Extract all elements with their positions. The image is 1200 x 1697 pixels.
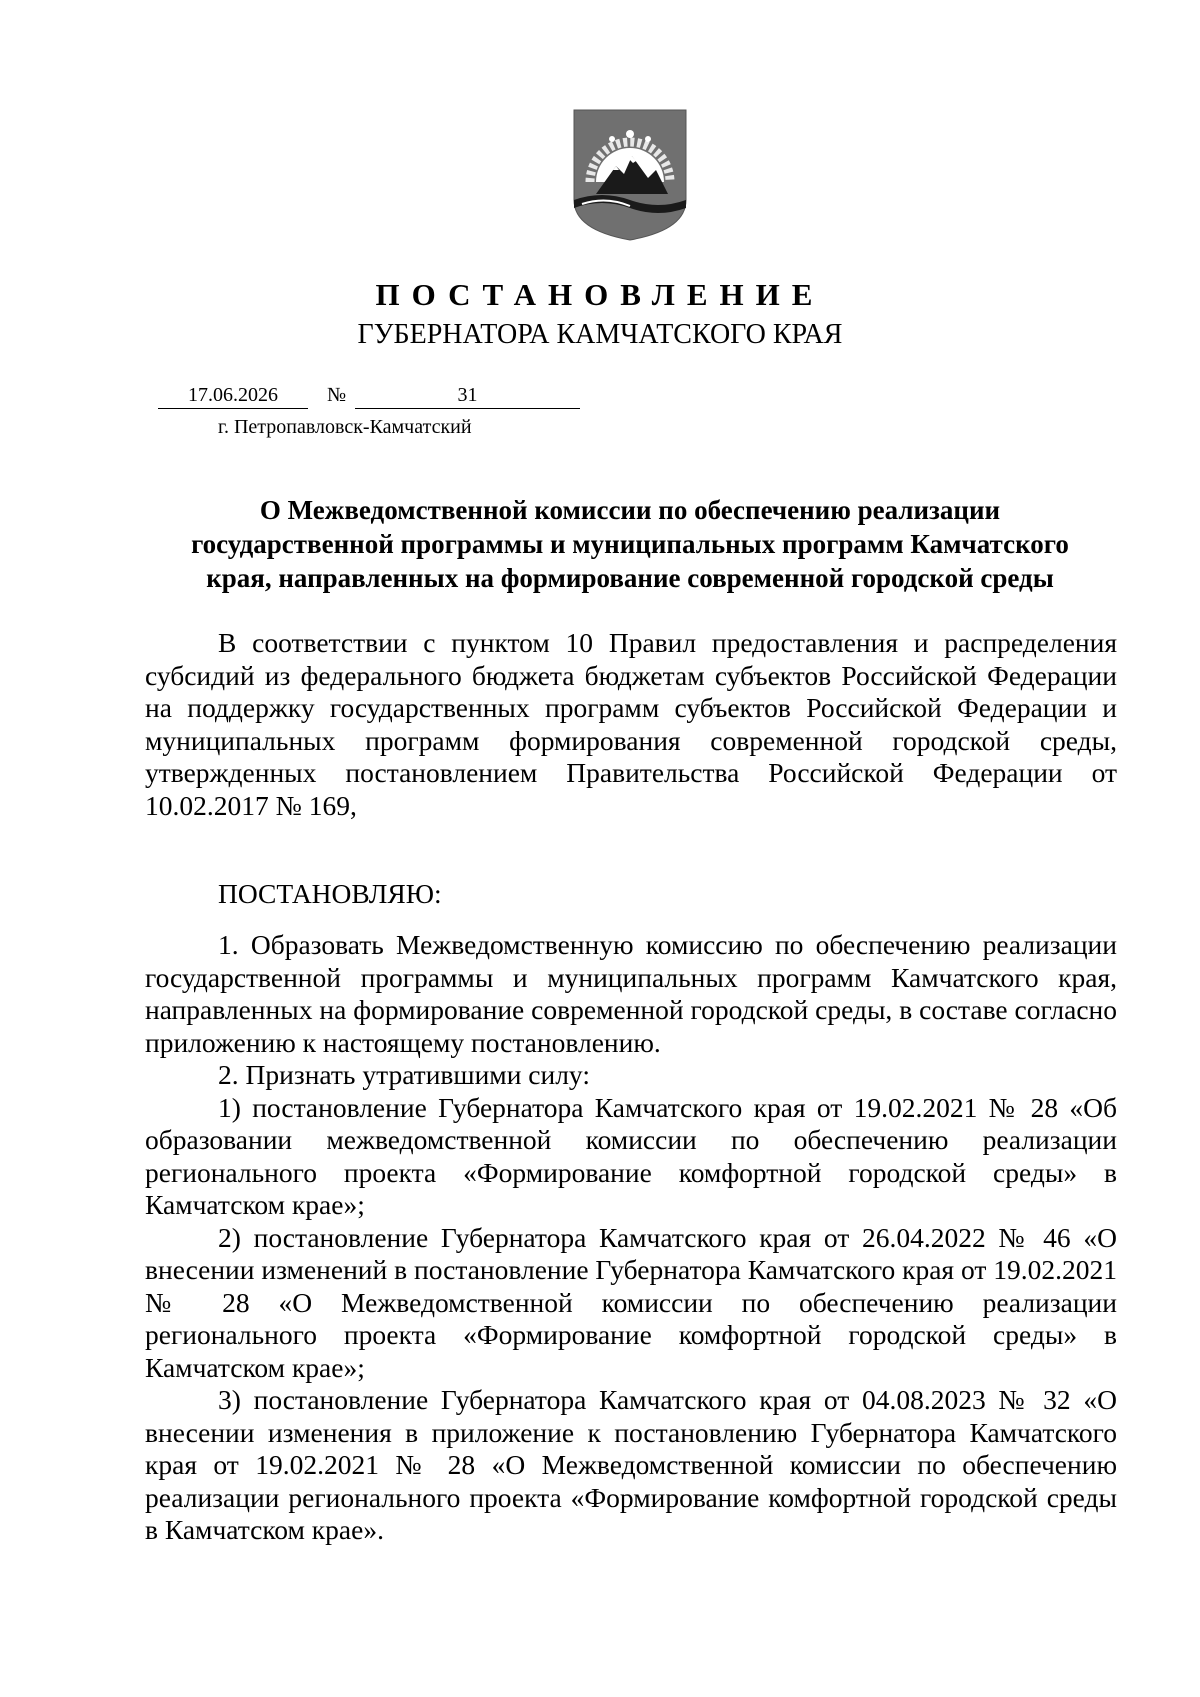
preamble — [145, 627, 1117, 822]
document-number: 31 — [355, 382, 580, 409]
title-line: государственной программы и муниципальных программ Камчатского — [191, 529, 1069, 559]
document-authority: ГУБЕРНАТОРА КАМЧАТСКОГО КРАЯ — [357, 319, 843, 350]
item-2-2: 2) постановление Губернатора Камчатского края от 26.04.2022 № 46 «О внесении изменений в постановление Губернатора Камчатского края от 19.02.2021 № 28 «О Межведомственной комиссии по обеспечению реализации регионального проекта «Формирование комфортной городской среды» в Камчатском крае»; — [145, 1221, 1117, 1383]
number-sign: № — [327, 384, 347, 406]
resolution-items — [145, 929, 1117, 1547]
kamchatka-emblem-icon — [572, 108, 688, 242]
document-type: ПОСТАНОВЛЕНИЕ — [375, 277, 825, 312]
item-2-1: 1) постановление Губернатора Камчатского края от 19.02.2021 № 28 «Об образовании межведомственной комиссии по обеспечению реализации регионального проекта «Формирование комфортной городской среды» в Камчатском крае»; — [145, 1091, 1117, 1220]
item-1: 1. Образовать Межведомственную комиссию по обеспечению реализации государственной программы и муниципальных программ Камчатского края, направленных на формирование современной городской среды, в составе согласно приложению к настоящему постановлению. — [145, 929, 1117, 1058]
resolve-heading: ПОСТАНОВЛЯЮ: — [218, 878, 442, 909]
document-date: 17.06.2026 — [158, 382, 308, 409]
item-2: 2. Признать утратившими силу: — [218, 1059, 590, 1090]
title-line: края, направленных на формирование современной городской среды — [206, 563, 1054, 593]
document-city: г. Петропавловск-Камчатский — [218, 416, 472, 438]
document-title — [150, 493, 1110, 595]
preamble-paragraph: В соответствии с пунктом 10 Правил предоставления и распределения субсидий из федерального бюджета бюджетам субъектов Российской Федерации на поддержку государственных программ субъектов Российской Федерации и муниципальных программ формирования современной городской среды, утвержденных постановлением Правительства Российской Федерации от 10.02.2017 № 169, — [145, 627, 1117, 821]
item-2-3: 3) постановление Губернатора Камчатского края от 04.08.2023 № 32 «О внесении изменения в приложение к постановлению Губернатора Камчатского края от 19.02.2021 № 28 «О Межведомственной комиссии по обеспечению реализации регионального проекта «Формирование комфортной городской среды в Камчатском крае». — [145, 1384, 1117, 1545]
title-line: О Межведомственной комиссии по обеспечению реализации — [259, 495, 1001, 525]
